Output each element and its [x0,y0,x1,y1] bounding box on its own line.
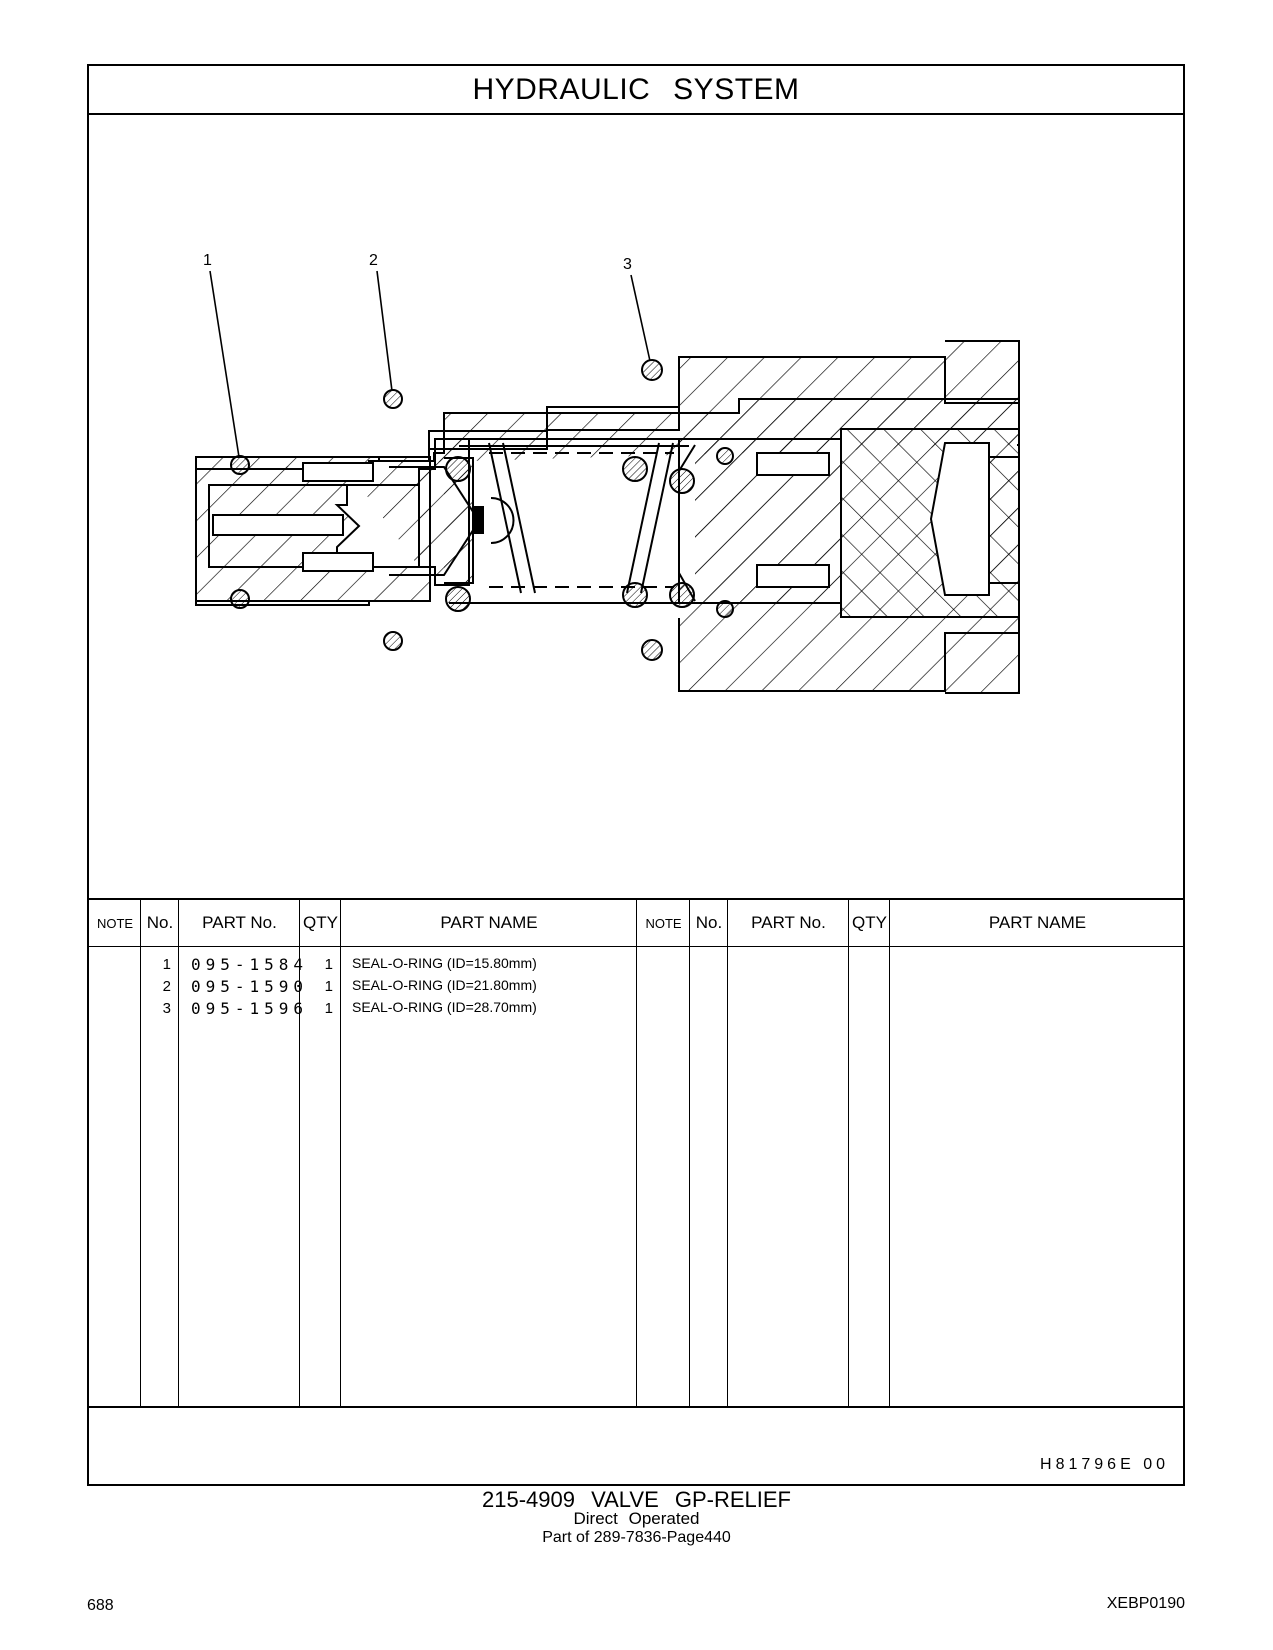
row-3-part-no: 095-1596 [191,999,309,1018]
row-1-part-name: SEAL-O-RING (ID=15.80mm) [352,955,537,971]
row-1-part-no: 095-1584 [191,955,309,974]
row-2-part-name: SEAL-O-RING (ID=21.80mm) [352,977,537,993]
row-3-part-name: SEAL-O-RING (ID=28.70mm) [352,999,537,1015]
column-partno-right [728,900,849,1406]
caption-title: 215-4909 VALVE GP-RELIEF [482,1487,791,1512]
header-partname-right: PART NAME [988,913,1087,932]
column-note-left [89,900,141,1406]
header-partname-left: PART NAME [440,913,538,932]
page-number: 688 [87,1597,114,1614]
header-no-left: No. [146,913,174,932]
parts-page-frame [87,64,1185,1486]
header-partno-left: PART No. [202,913,277,932]
column-note-right [637,900,690,1406]
callout-2: 2 [369,252,378,269]
row-2-no: 2 [162,978,171,995]
title-bar [89,66,1183,115]
row-2-qty: 1 [324,978,333,995]
callout-1: 1 [203,252,212,269]
illustration-code: H81796E 00 [1040,1456,1169,1473]
document-code: XEBP0190 [1106,1595,1185,1612]
header-partno-right: PART No. [751,913,826,932]
parts-list-table [89,898,1183,1408]
column-no-right [690,900,728,1406]
caption-subtitle: Direct Operated [573,1509,700,1528]
header-note-left: NOTE [96,915,134,931]
header-note-right: NOTE [645,915,682,931]
header-qty-right: QTY [852,913,887,932]
row-1-no: 1 [162,956,171,973]
row-2-part-no: 095-1590 [191,977,309,996]
row-1-qty: 1 [324,956,333,973]
exploded-view-drawing [89,113,1183,903]
column-qty-right [849,900,890,1406]
page-title: HYDRAULIC SYSTEM [472,72,800,106]
header-qty-left: QTY [303,913,338,932]
row-3-no: 3 [162,1000,171,1017]
row-3-qty: 1 [324,1000,333,1017]
caption-reference: Part of 289-7836-Page440 [542,1529,731,1546]
callout-3: 3 [623,256,632,273]
relief-valve-cross-section [89,113,1183,903]
header-no-right: No. [695,913,723,932]
